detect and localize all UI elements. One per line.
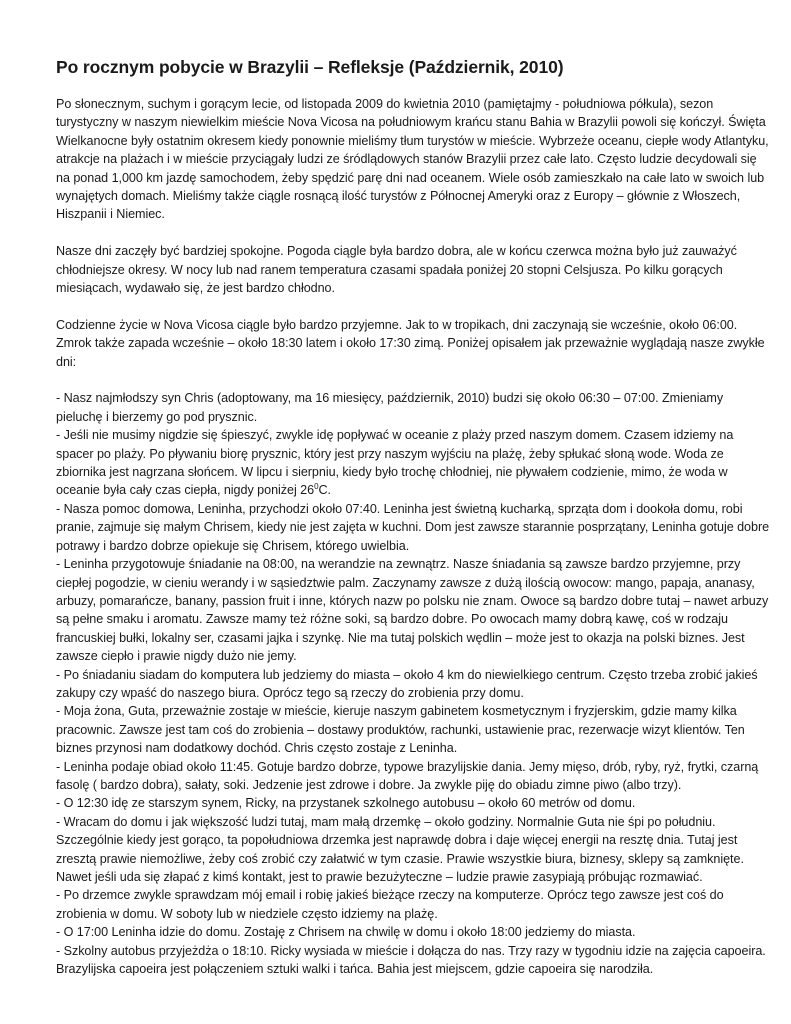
list-item: - Nasza pomoc domowa, Leninha, przychodzi około 07:40. Leninha jest świetną kucharką, sprząta dom i dookoła domu, robi pranie, zajmuje się małym Chrisem, kiedy nie jest zajęta w kuchni. Dom jest zawsze starannie posprzątany, Leninha gotuje dobre potrawy i bardzo dobrze opiekuje się Chrisem, którego uwielbia.: [56, 501, 770, 553]
paragraph-daily-life: Codzienne życie w Nova Vicosa ciągle było bardzo przyjemne. Jak to w tropikach, dni zaczynają sie wcześnie, około 06:00. Zmrok także zapada wcześnie – około 18:30 latem i około 17:30 zimą. Poniżej opisałem jak przeważnie wyglądają nasze zwykłe dni:: [56, 317, 765, 369]
list-item: - Szkolny autobus przyjeżdża o 18:10. Ricky wysiada w mieście i dołącza do nas. Trzy razy w tygodniu idzie na zajęcia capoeira. Brazylijska capoeira jest połączeniem sztuki walki i tańca. Bahia jest miejscem, gdzie capoeira się narodziła.: [56, 943, 766, 977]
list-item: - Nasz najmłodszy syn Chris (adoptowany, ma 16 miesięcy, październik, 2010) budzi się około 06:30 – 07:00. Zmieniamy pieluchę i bierzemy go pod prysznic.: [56, 391, 724, 424]
daily-routine-list: [56, 389, 772, 978]
paragraph-calm-days: Nasze dni zaczęły być bardziej spokojne. Pogoda ciągle była bardzo dobra, ale w końcu czerwca można było już zauważyć chłodniejsze okresy. W nocy lub nad ranem temperatura czasami spadała poniżej 20 stopni Celsjusza. Po kilku gorących miesiącach, wydawało się, że jest bardzo chłodno.: [56, 244, 737, 296]
temperature-unit: C.: [318, 483, 331, 498]
list-item: - Po śniadaniu siadam do komputera lub jedziemy do miasta – około 4 km do niewielkiego centrum. Często trzeba zrobić jakieś zakupy czy wpaść do naszego biura. Oprócz tego są rzeczy do zrobienia przy domu.: [56, 667, 758, 700]
paragraph-intro: Po słonecznym, suchym i gorącym lecie, od listopada 2009 do kwietnia 2010 (pamiętajmy - południowa półkula), sezon turystyczny w naszym niewielkim mieście Nova Vicosa na południowym krańcu stanu Bahia w Brazylii powoli się kończył. Święta Wielkanocne były ostatnim okresem kiedy ponownie mieliśmy tłum turystów w mieście. Wybrzeże oceanu, ciepłe wody Atlantyku, atrakcje na plażach i w mieście przyciągały ludzi ze śródlądowych stanów Brazylii przez całe lato. Często ludzie decydowali się na ponad 1,000 km jazdę samochodem, żeby spędzić parę dni nad oceanem. Wiele osób zamieszkało na całe lato w swoich lub wynajętych domach. Mieliśmy także ciągle rosnącą ilość turystów z Północnej Ameryki oraz z Europy – głównie z Włoszech, Hiszpanii i Niemiec.: [56, 97, 769, 222]
list-item: [56, 426, 772, 500]
list-item: - Leninha podaje obiad około 11:45. Gotuje bardzo dobrze, typowe brazylijskie dania. Jemy mięso, drób, ryby, ryż, frytki, czarną fasolę ( bardzo dobra), sałaty, soki. Jedzenie jest zdrowe i dobre. Ja zwykle piję do obiadu zimne piwo (albo trzy).: [56, 759, 759, 792]
list-item: - Po drzemce zwykle sprawdzam mój email i robię jakieś bieżące rzeczy na komputerze. Oprócz tego zawsze jest coś do zrobienia w domu. W soboty lub w niedziele często idziemy na plażę.: [56, 888, 724, 921]
list-item: - O 12:30 idę ze starszym synem, Ricky, na przystanek szkolnego autobusu – około 60 metrów od domu.: [56, 796, 636, 811]
degree-superscript: 0: [314, 482, 319, 492]
list-item: - O 17:00 Leninha idzie do domu. Zostaję z Chrisem na chwilę w domu i około 18:00 jedziemy do miasta.: [56, 925, 636, 940]
document-title: Po rocznym pobycie w Brazylii – Refleksje (Październik, 2010): [56, 57, 564, 77]
list-item: - Leninha przygotowuje śniadanie na 08:00, na werandzie na zewnątrz. Nasze śniadania są zawsze bardzo przyjemne, przy ciepłej pogodzie, w cieniu werandy i w sąsiedztwie palm. Zaczynamy zawsze z dużą ilością owocow: mango, papaja, ananasy, arbuzy, pomarańcze, banany, passion fruit i inne, których nazw po polsku nie znam. Owoce są bardzo dobre tutaj – nawet arbuzy są pełne smaku i aromatu. Zawsze mamy też różne soki, są bardzo dobre. Po owocach mamy dobrą kawę, coś w rodzaju francuskiej bułki, lokalny ser, czasami jajka i szynkę. Nie ma tutaj polskich wędlin – może jest to okazja na polski biznes. Jest zawsze ciepło i prawie nigdy dużo nie jemy.: [56, 557, 769, 664]
document-page: [56, 56, 772, 978]
list-item: - Moja żona, Guta, przeważnie zostaje w mieście, kieruje naszym gabinetem kosmetycznym i fryzjerskim, gdzie mamy kilka pracownic. Zawsze jest tam coś do zrobienia – dostawy produktów, rachunki, ustawienie prac, rezerwacje wizyt klientów. Ten biznes przynosi nam dodatkowy dochód. Chris często zostaje z Leninha.: [56, 704, 745, 756]
list-item-text: - Jeśli nie musimy nigdzie się śpieszyć, zwykle idę popływać w oceanie z plaży przed naszym domem. Czasem idziemy na spacer po plaży. Po pływaniu biorę prysznic, który jest przy naszym wyjściu na plażę, żeby spłukać słoną wode. Woda ze zbiornika jest nagrzana słońcem. W lipcu i sierpniu, kiedy było trochę chłodniej, nie pływałem codzienie, mimo, że woda w oceanie była cały czas ciepła, nigdy poniżej 26: [56, 428, 734, 498]
list-item: - Wracam do domu i jak większość ludzi tutaj, mam małą drzemkę – około godziny. Normalnie Guta nie śpi po południu. Szczególnie kiedy jest gorąco, ta popołudniowa drzemka jest naprawdę dobra i daje więcej energii na resztę dnia. Tutaj jest zresztą prawie niemożliwe, żeby coś zrobić czy załatwić w tym czasie. Prawie wszystkie biura, biznesy, sklepy są zamknięte. Nawet jeśli uda się złapać z kimś kontakt, jest to prawie bezużyteczne – ludzie prawie zasypiają próbując rozmawiać.: [56, 814, 744, 885]
